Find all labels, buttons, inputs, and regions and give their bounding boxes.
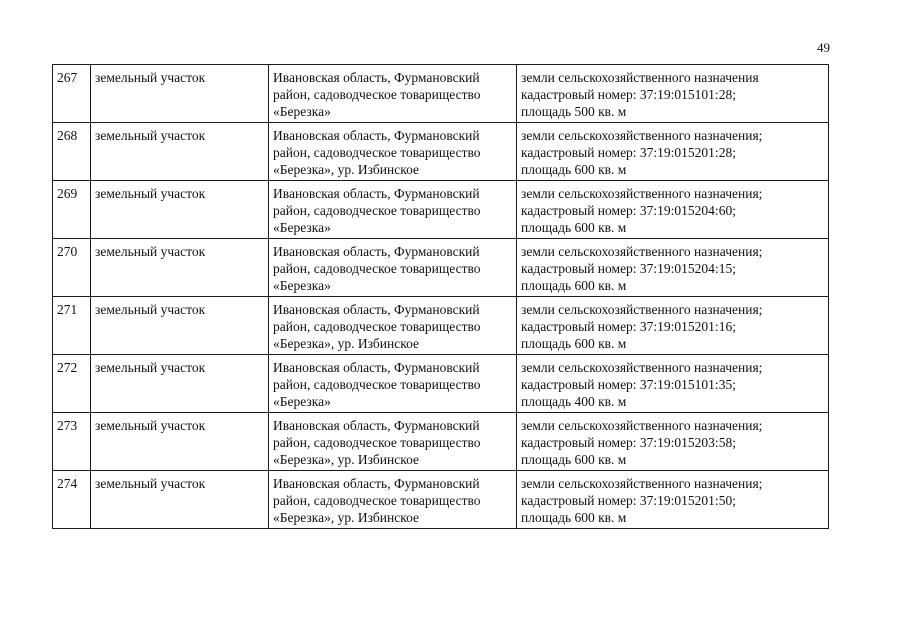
- parcel-address: [269, 181, 517, 239]
- row-number: 273: [53, 413, 91, 471]
- parcel-address: [269, 65, 517, 123]
- address-line: Ивановская область, Фурмановский: [273, 186, 480, 201]
- address-line: Ивановская область, Фурмановский: [273, 476, 480, 491]
- details-line: кадастровый номер: 37:19:015101:35;: [521, 377, 736, 392]
- address-line: район, садоводческое товарищество: [273, 435, 481, 450]
- address-line: район, садоводческое товарищество: [273, 145, 481, 160]
- address-line: «Березка»: [273, 394, 331, 409]
- parcel-type: земельный участок: [91, 355, 269, 413]
- parcel-details: [517, 355, 829, 413]
- address-line: «Березка»: [273, 278, 331, 293]
- address-line: Ивановская область, Фурмановский: [273, 244, 480, 259]
- row-number: 270: [53, 239, 91, 297]
- table-row: [53, 355, 829, 413]
- details-line: площадь 600 кв. м: [521, 336, 627, 351]
- row-number: 272: [53, 355, 91, 413]
- parcel-details: [517, 471, 829, 529]
- table-row: [53, 413, 829, 471]
- parcel-details: [517, 123, 829, 181]
- parcel-type: земельный участок: [91, 65, 269, 123]
- table-row: [53, 65, 829, 123]
- details-line: площадь 600 кв. м: [521, 220, 627, 235]
- parcel-details: [517, 297, 829, 355]
- parcel-details: [517, 65, 829, 123]
- details-line: площадь 600 кв. м: [521, 278, 627, 293]
- address-line: «Березка», ур. Избинское: [273, 162, 420, 177]
- parcel-details: [517, 181, 829, 239]
- details-line: площадь 500 кв. м: [521, 104, 627, 119]
- details-line: земли сельскохозяйственного назначения: [521, 70, 759, 85]
- address-line: район, садоводческое товарищество: [273, 87, 481, 102]
- address-line: район, садоводческое товарищество: [273, 377, 481, 392]
- details-line: земли сельскохозяйственного назначения;: [521, 360, 763, 375]
- address-line: Ивановская область, Фурмановский: [273, 70, 480, 85]
- details-line: земли сельскохозяйственного назначения;: [521, 244, 763, 259]
- details-line: кадастровый номер: 37:19:015204:60;: [521, 203, 736, 218]
- address-line: район, садоводческое товарищество: [273, 261, 481, 276]
- parcel-type: земельный участок: [91, 123, 269, 181]
- parcel-address: [269, 355, 517, 413]
- details-line: земли сельскохозяйственного назначения;: [521, 186, 763, 201]
- parcel-address: [269, 239, 517, 297]
- details-line: кадастровый номер: 37:19:015203:58;: [521, 435, 736, 450]
- row-number: 268: [53, 123, 91, 181]
- parcel-address: [269, 471, 517, 529]
- table-row: [53, 181, 829, 239]
- table-row: [53, 471, 829, 529]
- row-number: 267: [53, 65, 91, 123]
- address-line: район, садоводческое товарищество: [273, 493, 481, 508]
- row-number: 269: [53, 181, 91, 239]
- details-line: кадастровый номер: 37:19:015201:16;: [521, 319, 736, 334]
- details-line: кадастровый номер: 37:19:015204:15;: [521, 261, 736, 276]
- address-line: «Березка», ур. Избинское: [273, 510, 420, 525]
- details-line: кадастровый номер: 37:19:015201:50;: [521, 493, 736, 508]
- address-line: Ивановская область, Фурмановский: [273, 302, 480, 317]
- details-line: кадастровый номер: 37:19:015101:28;: [521, 87, 736, 102]
- parcel-address: [269, 123, 517, 181]
- row-number: 271: [53, 297, 91, 355]
- details-line: земли сельскохозяйственного назначения;: [521, 476, 763, 491]
- details-line: площадь 600 кв. м: [521, 510, 627, 525]
- table-row: [53, 123, 829, 181]
- parcel-details: [517, 413, 829, 471]
- details-line: площадь 400 кв. м: [521, 394, 627, 409]
- parcel-type: земельный участок: [91, 181, 269, 239]
- details-line: земли сельскохозяйственного назначения;: [521, 418, 763, 433]
- land-parcel-table: [52, 64, 829, 529]
- parcel-details: [517, 239, 829, 297]
- table-row: [53, 239, 829, 297]
- address-line: район, садоводческое товарищество: [273, 203, 481, 218]
- address-line: «Березка», ур. Избинское: [273, 452, 420, 467]
- details-line: земли сельскохозяйственного назначения;: [521, 302, 763, 317]
- parcel-type: земельный участок: [91, 413, 269, 471]
- table-row: [53, 297, 829, 355]
- details-line: площадь 600 кв. м: [521, 452, 627, 467]
- address-line: «Березка»: [273, 220, 331, 235]
- parcel-type: земельный участок: [91, 239, 269, 297]
- address-line: «Березка»: [273, 104, 331, 119]
- page-number: 49: [817, 40, 830, 55]
- row-number: 274: [53, 471, 91, 529]
- parcel-type: земельный участок: [91, 297, 269, 355]
- address-line: Ивановская область, Фурмановский: [273, 360, 480, 375]
- address-line: район, садоводческое товарищество: [273, 319, 481, 334]
- address-line: Ивановская область, Фурмановский: [273, 128, 480, 143]
- address-line: Ивановская область, Фурмановский: [273, 418, 480, 433]
- details-line: земли сельскохозяйственного назначения;: [521, 128, 763, 143]
- details-line: кадастровый номер: 37:19:015201:28;: [521, 145, 736, 160]
- address-line: «Березка», ур. Избинское: [273, 336, 420, 351]
- parcel-address: [269, 413, 517, 471]
- parcel-type: земельный участок: [91, 471, 269, 529]
- parcel-address: [269, 297, 517, 355]
- details-line: площадь 600 кв. м: [521, 162, 627, 177]
